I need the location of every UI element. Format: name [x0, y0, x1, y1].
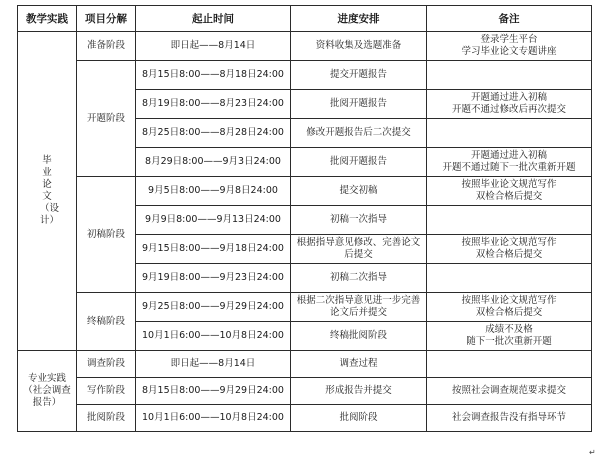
- time-cell: 9月9日8:00——9月13日24:00: [136, 206, 291, 235]
- task-cell: 初稿一次指导: [291, 206, 427, 235]
- note-cell: [427, 32, 592, 61]
- note-line: 开题通过进入初稿: [470, 150, 547, 161]
- header-item: 项目分解: [77, 6, 136, 32]
- table-row: [18, 177, 592, 206]
- time-cell: 8月15日8:00——8月18日24:00: [136, 61, 291, 90]
- note-cell: [427, 378, 592, 405]
- table-row: [18, 405, 592, 432]
- note-cell: [427, 405, 592, 432]
- task-cell: 根据二次指导意见进一步完善论文后并提交: [291, 293, 427, 322]
- table-row: [18, 378, 592, 405]
- note-line: 开题通过进入初稿: [470, 92, 547, 103]
- stage-cell: 准备阶段: [77, 32, 136, 61]
- note-line: 开题不通过随下一批次重新开题: [442, 162, 576, 173]
- note-cell: [427, 351, 592, 378]
- time-cell: 即日起——8月14日: [136, 32, 291, 61]
- note-line: 按照毕业论文规范写作: [461, 295, 557, 306]
- note-line: 双检合格后提交: [475, 307, 543, 318]
- time-cell: 8月19日8:00——8月23日24:00: [136, 90, 291, 119]
- note-line: 按照毕业论文规范写作: [461, 237, 557, 248]
- header-practice: 教学实践: [18, 6, 77, 32]
- time-cell: 8月29日8:00——9月3日24:00: [136, 148, 291, 177]
- task-cell: 提交初稿: [291, 177, 427, 206]
- task-cell: 提交开题报告: [291, 61, 427, 90]
- category-cell: 专业实践（社会调查报告）: [18, 351, 77, 432]
- note-line: 随下一批次重新开题: [466, 336, 552, 347]
- task-cell: 根据指导意见修改、完善论文后提交: [291, 235, 427, 264]
- header-note: 备注: [427, 6, 592, 32]
- note-cell: [427, 119, 592, 148]
- note-cell: [427, 61, 592, 90]
- task-cell: 调查过程: [291, 351, 427, 378]
- time-cell: 8月25日8:00——8月28日24:00: [136, 119, 291, 148]
- task-cell: 终稿批阅阶段: [291, 322, 427, 351]
- note-line: 开题不通过修改后再次提交: [451, 104, 566, 115]
- note-line: 社会调查报告没有指导环节: [451, 412, 566, 423]
- table-row: [18, 61, 592, 90]
- category-cell: [18, 32, 77, 351]
- time-cell: 9月15日8:00——9月18日24:00: [136, 235, 291, 264]
- time-cell: 9月5日8:00——9月8日24:00: [136, 177, 291, 206]
- return-mark: ↵: [589, 448, 596, 457]
- stage-cell: 终稿阶段: [77, 293, 136, 351]
- note-cell: [427, 322, 592, 351]
- note-cell: [427, 177, 592, 206]
- time-cell: 10月1日6:00——10月8日24:00: [136, 405, 291, 432]
- note-line: 按照毕业论文规范写作: [461, 179, 557, 190]
- table-row: [18, 351, 592, 378]
- header-schedule: 进度安排: [291, 6, 427, 32]
- time-cell: 8月15日8:00——9月29日24:00: [136, 378, 291, 405]
- note-line: 双检合格后提交: [475, 249, 543, 260]
- task-cell: 初稿二次指导: [291, 264, 427, 293]
- note-cell: [427, 148, 592, 177]
- note-line: 学习毕业论文专题讲座: [461, 46, 557, 57]
- stage-cell: 开题阶段: [77, 61, 136, 177]
- task-cell: 批阅开题报告: [291, 148, 427, 177]
- note-cell: [427, 90, 592, 119]
- category-label: 毕业论文（设计）: [40, 155, 60, 226]
- note-line: 登录学生平台: [480, 34, 538, 45]
- schedule-table: [17, 5, 592, 432]
- stage-cell: 调查阶段: [77, 351, 136, 378]
- header-time: 起止时间: [136, 6, 291, 32]
- task-cell: 修改开题报告后二次提交: [291, 119, 427, 148]
- header-row: [18, 6, 592, 32]
- time-cell: 9月25日8:00——9月29日24:00: [136, 293, 291, 322]
- time-cell: 9月19日8:00——9月23日24:00: [136, 264, 291, 293]
- note-line: 按照社会调查规范要求提交: [451, 385, 566, 396]
- time-cell: 10月1日6:00——10月8日24:00: [136, 322, 291, 351]
- table-row: [18, 32, 592, 61]
- note-cell: [427, 264, 592, 293]
- note-line: 成绩不及格: [485, 324, 533, 335]
- note-cell: [427, 293, 592, 322]
- stage-cell: 初稿阶段: [77, 177, 136, 293]
- task-cell: 形成报告并提交: [291, 378, 427, 405]
- task-cell: 批阅开题报告: [291, 90, 427, 119]
- stage-cell: 写作阶段: [77, 378, 136, 405]
- table-row: [18, 293, 592, 322]
- time-cell: 即日起——8月14日: [136, 351, 291, 378]
- task-cell: 批阅阶段: [291, 405, 427, 432]
- note-cell: [427, 235, 592, 264]
- note-line: 双检合格后提交: [475, 191, 543, 202]
- note-cell: [427, 206, 592, 235]
- task-cell: 资料收集及选题准备: [291, 32, 427, 61]
- stage-cell: 批阅阶段: [77, 405, 136, 432]
